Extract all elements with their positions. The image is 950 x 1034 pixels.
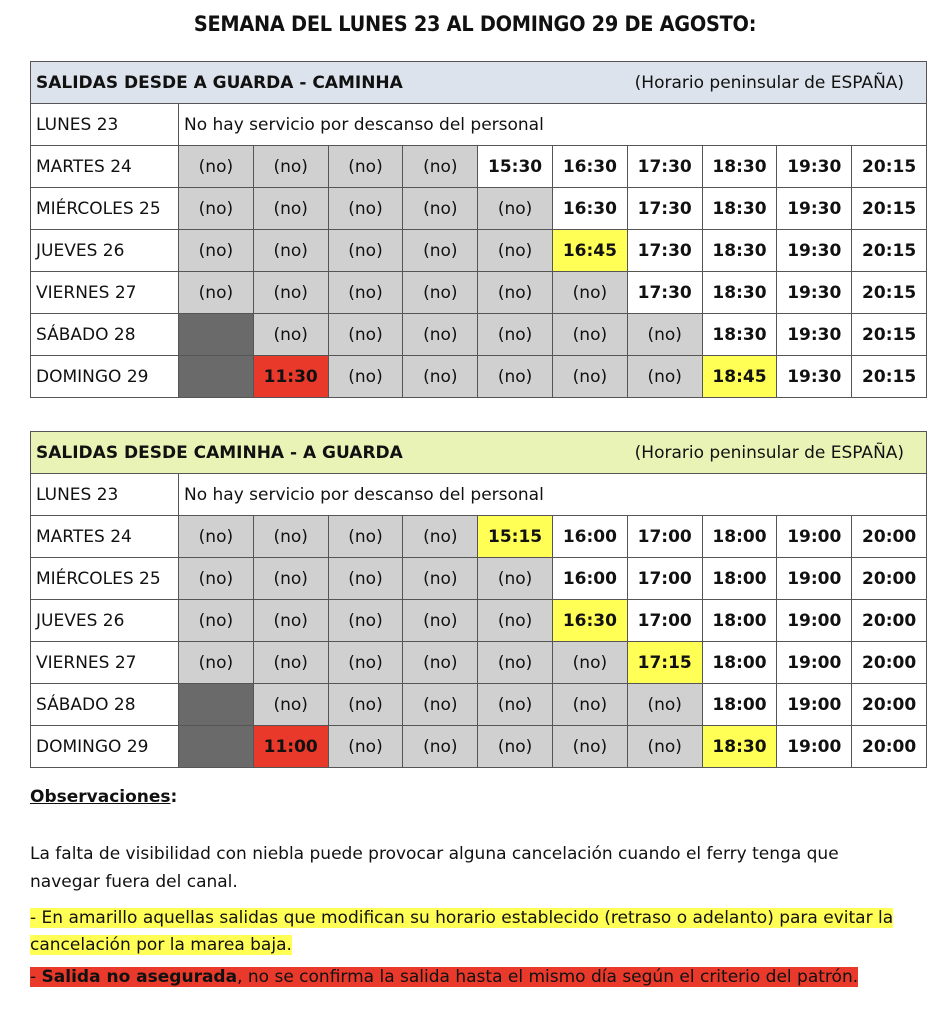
departure-cell-cancelled: (no) [328, 188, 403, 230]
departure-cell-cancelled: (no) [328, 642, 403, 684]
departure-cell-modified: 16:30 [552, 600, 627, 642]
departure-cell-unconfirmed: 11:00 [253, 726, 328, 768]
departure-cell: 17:30 [627, 272, 702, 314]
departure-cell-cancelled: (no) [179, 558, 254, 600]
departure-cell-cancelled: (no) [179, 230, 254, 272]
departure-cell-cancelled: (no) [403, 516, 478, 558]
departure-cell: 18:00 [702, 558, 777, 600]
departure-cell: 19:30 [777, 356, 852, 398]
departure-cell-cancelled: (no) [478, 684, 553, 726]
departure-cell: 19:00 [777, 558, 852, 600]
departure-cell-cancelled: (no) [403, 726, 478, 768]
table-row-no-service [31, 104, 927, 146]
departure-cell: 20:00 [852, 516, 927, 558]
departure-cell-cancelled: (no) [253, 272, 328, 314]
departure-cell-cancelled: (no) [328, 314, 403, 356]
departure-cell-cancelled: (no) [179, 146, 254, 188]
departure-cell-cancelled: (no) [403, 600, 478, 642]
departure-cell: 19:30 [777, 272, 852, 314]
day-label: SÁBADO 28 [31, 684, 179, 726]
departure-cell-cancelled: (no) [403, 146, 478, 188]
page-title: SEMANA DEL LUNES 23 AL DOMINGO 29 DE AGOSTO: [193, 12, 757, 36]
departure-cell-cancelled: (no) [627, 684, 702, 726]
day-label: MIÉRCOLES 25 [31, 558, 179, 600]
observations-title: Observaciones [30, 787, 171, 807]
departure-cell: 18:00 [702, 516, 777, 558]
day-label: DOMINGO 29 [31, 726, 179, 768]
table-row [31, 558, 927, 600]
table-row [31, 516, 927, 558]
departure-cell-cancelled: (no) [253, 230, 328, 272]
departure-cell-cancelled: (no) [328, 600, 403, 642]
departure-cell-cancelled: (no) [179, 642, 254, 684]
departure-cell: 20:00 [852, 684, 927, 726]
table-row [31, 272, 927, 314]
table-row [31, 642, 927, 684]
red-legend-text [30, 967, 858, 987]
departure-cell: 18:30 [702, 188, 777, 230]
departure-cell-cancelled: (no) [328, 558, 403, 600]
departure-cell: 19:00 [777, 642, 852, 684]
departure-cell-modified: 18:45 [702, 356, 777, 398]
departure-cell-cancelled: (no) [403, 558, 478, 600]
schedule-table-caminha-guarda [30, 431, 927, 768]
departure-cell-modified: 18:30 [702, 726, 777, 768]
day-label: MARTES 24 [31, 146, 179, 188]
departure-cell: 20:00 [852, 600, 927, 642]
departure-cell: 17:00 [627, 516, 702, 558]
departure-cell-unavailable [179, 314, 254, 356]
departure-cell: 18:00 [702, 684, 777, 726]
departure-cell: 20:00 [852, 642, 927, 684]
departure-cell: 20:00 [852, 558, 927, 600]
departure-cell-cancelled: (no) [403, 684, 478, 726]
departure-cell: 17:00 [627, 600, 702, 642]
table-heading [31, 432, 927, 474]
departure-cell-cancelled: (no) [253, 642, 328, 684]
departure-cell-cancelled: (no) [253, 146, 328, 188]
day-label: MIÉRCOLES 25 [31, 188, 179, 230]
table-row [31, 146, 927, 188]
table-row [31, 600, 927, 642]
red-legend-rest: , no se confirma la salida hasta el mismo día según el criterio del patrón. [237, 967, 859, 987]
departure-cell: 20:15 [852, 230, 927, 272]
day-label: VIERNES 27 [31, 272, 179, 314]
departure-cell-cancelled: (no) [179, 516, 254, 558]
departure-cell-cancelled: (no) [253, 516, 328, 558]
route-title: SALIDAS DESDE CAMINHA - A GUARDA [36, 442, 403, 463]
departure-cell-cancelled: (no) [328, 516, 403, 558]
timezone-note: (Horario peninsular de ESPAÑA) [634, 72, 905, 93]
departure-cell: 18:00 [702, 600, 777, 642]
departure-cell: 18:30 [702, 272, 777, 314]
day-label: VIERNES 27 [31, 642, 179, 684]
departure-cell: 20:00 [852, 726, 927, 768]
departure-cell-cancelled: (no) [478, 558, 553, 600]
yellow-legend-text: - En amarillo aquellas salidas que modifican su horario establecido (retraso o adelanto) para evitar la cancelación por la marea baja. [30, 908, 894, 955]
table-row [31, 356, 927, 398]
observation-yellow-legend [30, 905, 910, 959]
table-row [31, 230, 927, 272]
departure-cell-cancelled: (no) [552, 684, 627, 726]
departure-cell-cancelled: (no) [552, 642, 627, 684]
observations-heading [30, 787, 910, 807]
departure-cell-cancelled: (no) [478, 726, 553, 768]
departure-cell-unavailable [179, 356, 254, 398]
day-label: DOMINGO 29 [31, 356, 179, 398]
departure-cell-cancelled: (no) [552, 314, 627, 356]
departure-cell-cancelled: (no) [478, 188, 553, 230]
departure-cell-cancelled: (no) [328, 146, 403, 188]
departure-cell-cancelled: (no) [403, 642, 478, 684]
route-title: SALIDAS DESDE A GUARDA - CAMINHA [36, 72, 403, 93]
departure-cell: 17:00 [627, 558, 702, 600]
no-service-message: No hay servicio por descanso del personal [179, 474, 927, 516]
table-heading [31, 62, 927, 104]
table-header-row [31, 432, 927, 474]
departure-cell-cancelled: (no) [478, 314, 553, 356]
observations-colon: : [170, 787, 178, 807]
departure-cell: 19:00 [777, 516, 852, 558]
departure-cell-cancelled: (no) [403, 356, 478, 398]
timezone-note: (Horario peninsular de ESPAÑA) [634, 442, 905, 463]
red-legend-bold: Salida no asegurada [41, 967, 238, 987]
departure-cell-cancelled: (no) [253, 314, 328, 356]
observation-fog: La falta de visibilidad con niebla puede provocar alguna cancelación cuando el ferry tenga que navegar fuera del canal. [30, 844, 839, 892]
departure-cell-modified: 15:15 [478, 516, 553, 558]
departure-cell-cancelled: (no) [627, 314, 702, 356]
day-label: JUEVES 26 [31, 600, 179, 642]
departure-cell: 19:30 [777, 230, 852, 272]
schedule-table-guarda-caminha [30, 61, 927, 398]
departure-cell: 17:30 [627, 146, 702, 188]
departure-cell-unavailable [179, 726, 254, 768]
departure-cell-cancelled: (no) [552, 726, 627, 768]
departure-cell: 18:30 [702, 314, 777, 356]
departure-cell-cancelled: (no) [627, 726, 702, 768]
departure-cell-cancelled: (no) [552, 272, 627, 314]
departure-cell-cancelled: (no) [179, 600, 254, 642]
day-label: LUNES 23 [31, 104, 179, 146]
departure-cell: 20:15 [852, 146, 927, 188]
departure-cell: 18:30 [702, 146, 777, 188]
departure-cell-cancelled: (no) [328, 272, 403, 314]
departure-cell-cancelled: (no) [253, 188, 328, 230]
departure-cell-cancelled: (no) [627, 356, 702, 398]
departure-cell: 16:30 [552, 188, 627, 230]
departure-cell-cancelled: (no) [478, 600, 553, 642]
table-header-row [31, 62, 927, 104]
table-row [31, 684, 927, 726]
departure-cell: 17:30 [627, 230, 702, 272]
departure-cell-cancelled: (no) [328, 684, 403, 726]
day-label: JUEVES 26 [31, 230, 179, 272]
departure-cell: 19:30 [777, 146, 852, 188]
departure-cell: 20:15 [852, 314, 927, 356]
departure-cell-cancelled: (no) [403, 188, 478, 230]
departure-cell-modified: 17:15 [627, 642, 702, 684]
departure-cell: 19:00 [777, 684, 852, 726]
departure-cell: 19:30 [777, 188, 852, 230]
departure-cell-cancelled: (no) [253, 684, 328, 726]
departure-cell-cancelled: (no) [403, 272, 478, 314]
departure-cell: 20:15 [852, 188, 927, 230]
no-service-message: No hay servicio por descanso del personal [179, 104, 927, 146]
departure-cell: 20:15 [852, 272, 927, 314]
departure-cell-cancelled: (no) [478, 356, 553, 398]
departure-cell: 16:00 [552, 558, 627, 600]
table-row [31, 314, 927, 356]
departure-cell-cancelled: (no) [328, 356, 403, 398]
day-label: MARTES 24 [31, 516, 179, 558]
departure-cell-cancelled: (no) [478, 642, 553, 684]
departure-cell-cancelled: (no) [403, 314, 478, 356]
departure-cell: 18:30 [702, 230, 777, 272]
departure-cell: 20:15 [852, 356, 927, 398]
departure-cell: 19:00 [777, 726, 852, 768]
departure-cell: 19:30 [777, 314, 852, 356]
day-label: LUNES 23 [31, 474, 179, 516]
observation-red-legend [30, 964, 910, 991]
table-row [31, 726, 927, 768]
departure-cell-unavailable [179, 684, 254, 726]
departure-cell-cancelled: (no) [478, 230, 553, 272]
departure-cell-cancelled: (no) [253, 600, 328, 642]
departure-cell-cancelled: (no) [478, 272, 553, 314]
departure-cell-cancelled: (no) [328, 726, 403, 768]
departure-cell-cancelled: (no) [552, 356, 627, 398]
departure-cell: 16:30 [552, 146, 627, 188]
departure-cell: 18:00 [702, 642, 777, 684]
day-label: SÁBADO 28 [31, 314, 179, 356]
departure-cell-cancelled: (no) [253, 558, 328, 600]
departure-cell: 16:00 [552, 516, 627, 558]
table-row [31, 188, 927, 230]
departure-cell: 19:00 [777, 600, 852, 642]
departure-cell: 15:30 [478, 146, 553, 188]
departure-cell-cancelled: (no) [179, 272, 254, 314]
departure-cell-cancelled: (no) [403, 230, 478, 272]
departure-cell: 17:30 [627, 188, 702, 230]
table-row-no-service [31, 474, 927, 516]
departure-cell-cancelled: (no) [328, 230, 403, 272]
departure-cell-cancelled: (no) [179, 188, 254, 230]
departure-cell-unconfirmed: 11:30 [253, 356, 328, 398]
red-legend-dash: - [30, 967, 42, 987]
departure-cell-modified: 16:45 [552, 230, 627, 272]
